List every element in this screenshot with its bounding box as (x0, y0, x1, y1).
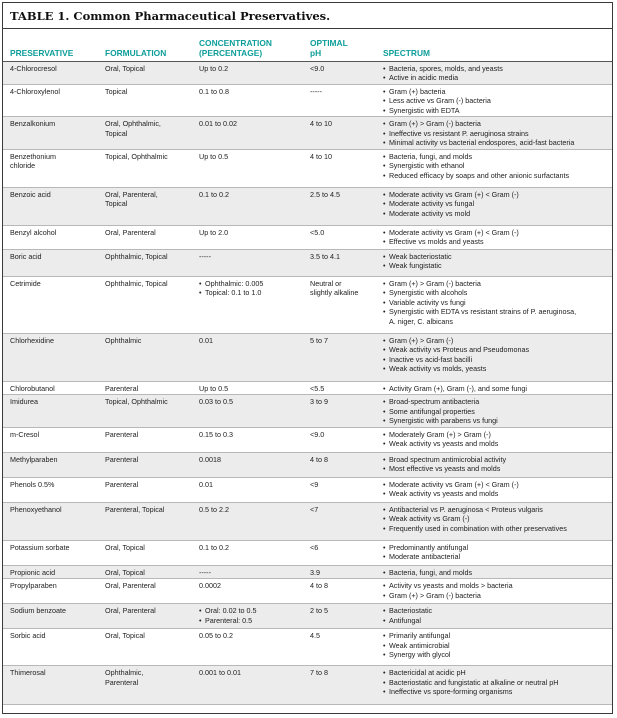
cell-formulation (98, 249, 191, 276)
bullet-item: • Antifungal (383, 616, 609, 626)
cell-text: Sodium benzoate (10, 606, 66, 615)
table-row (3, 540, 612, 565)
cell-preservative (3, 395, 98, 428)
cell-spectrum (373, 427, 612, 452)
cell-text: 0.01 to 0.02 (199, 119, 237, 128)
cell-concentration (191, 477, 298, 502)
cell-spectrum (373, 149, 612, 187)
table-row (3, 333, 612, 381)
bullet-item: • Gram (+) > Gram (-) bacteria (383, 279, 609, 289)
cell-text: 4 to 10 (310, 151, 332, 161)
cell-concentration (191, 452, 298, 477)
cell-text: 2.5 to 4.5 (310, 189, 340, 199)
cell-text: slightly alkaline (310, 288, 359, 297)
cell-preservative (3, 117, 98, 150)
cell-preservative (3, 149, 98, 187)
cell-text: 4.5 (310, 631, 320, 640)
cell-preservative (3, 84, 98, 117)
cell-concentration (191, 84, 298, 117)
bullet-item: • Gram (+) > Gram (-) (383, 336, 609, 346)
cell-text: 3.9 (310, 567, 320, 577)
bullet-item: • Effective vs molds and yeasts (383, 237, 609, 247)
cell-preservative (3, 502, 98, 540)
bullet-item: • Weak activity vs Proteus and Pseudomonas (383, 345, 609, 355)
bullet-item: • Predominantly antifungal (383, 543, 609, 553)
cell-formulation (98, 477, 191, 502)
cell-concentration (191, 502, 298, 540)
header-text: FORMULATION (105, 47, 167, 58)
cell-text: Ophthalmic, (105, 668, 144, 677)
cell-text: Parenteral, Topical (105, 504, 165, 514)
cell-preservative (3, 427, 98, 452)
bullet-item: • Antibacterial vs P. aeruginosa < Proteus vulgaris (383, 505, 609, 515)
cell-text: ----- (199, 251, 211, 261)
bullet-item: • Moderate activity vs Gram (+) < Gram (-) (383, 190, 609, 200)
cell-concentration (191, 276, 298, 333)
table-row (3, 276, 612, 333)
cell-formulation (98, 117, 191, 150)
cell-text: 0.1 to 0.8 (199, 86, 229, 96)
cell-formulation (98, 579, 191, 604)
cell-spectrum (373, 629, 612, 666)
cell-text: <6 (310, 542, 319, 552)
bullet-item: • Moderate activity vs Gram (+) < Gram (-) (383, 228, 609, 238)
cell-text: ----- (199, 567, 211, 577)
cell-text: m-Cresol (10, 429, 40, 439)
bullet-item: • Moderate activity vs fungal (383, 199, 609, 209)
cell-spectrum (373, 381, 612, 395)
table-row (3, 666, 612, 705)
cell-spectrum (373, 666, 612, 705)
cell-concentration (191, 565, 298, 579)
cell-spectrum (373, 333, 612, 381)
cell-text: <9.0 (310, 63, 325, 73)
cell-text: Propylparaben (10, 581, 57, 590)
cell-optimal-ph (298, 477, 373, 502)
cell-concentration (191, 427, 298, 452)
cell-text: 7 to 8 (310, 668, 328, 677)
cell-spectrum (373, 225, 612, 249)
bullet-item: • Most effective vs yeasts and molds (383, 464, 609, 474)
cell-formulation (98, 276, 191, 333)
cell-text: 0.05 to 0.2 (199, 631, 233, 640)
cell-text: Phenoxyethanol (10, 504, 62, 514)
bullet-item: • Activity vs yeasts and molds > bacteria (383, 581, 609, 591)
bullet-item: • Activity Gram (+), Gram (-), and some fungi (383, 384, 609, 394)
cell-text: <5.5 (310, 383, 325, 393)
bullet-item: • Synergistic with parabens vs fungi (383, 416, 609, 426)
cell-text: ----- (310, 86, 322, 96)
cell-text: Up to 0.2 (199, 63, 229, 73)
cell-concentration (191, 540, 298, 565)
cell-text: 4 to 8 (310, 581, 328, 590)
cell-preservative (3, 225, 98, 249)
cell-formulation (98, 187, 191, 225)
cell-concentration (191, 117, 298, 150)
bullet-item: • Gram (+) > Gram (-) bacteria (383, 119, 609, 129)
cell-concentration (191, 579, 298, 604)
cell-preservative (3, 249, 98, 276)
cell-text: A. niger, C. albicans (389, 316, 453, 326)
cell-optimal-ph (298, 187, 373, 225)
cell-text: <7 (310, 504, 319, 514)
table-title: TABLE 1. Common Pharmaceutical Preservatives. (3, 3, 612, 29)
cell-spectrum (373, 117, 612, 150)
bullet-item: • Bactericidal at acidic pH (383, 668, 609, 678)
cell-formulation (98, 540, 191, 565)
cell-text: <9.0 (310, 429, 325, 439)
bullet-item: • Weak activity vs yeasts and molds (383, 489, 609, 499)
cell-spectrum (373, 249, 612, 276)
cell-spectrum (373, 540, 612, 565)
header-text: OPTIMAL (310, 37, 348, 48)
cell-text: 4 to 10 (310, 119, 332, 128)
bullet-item: • Inactive vs acid-fast bacilli (383, 355, 609, 365)
bullet-item: • Moderate antibacterial (383, 552, 609, 562)
cell-text: 0.5 to 2.2 (199, 504, 229, 514)
header-text: CONCENTRATION (199, 37, 272, 48)
bullet-item: • Parenteral: 0.5 (199, 616, 295, 626)
cell-spectrum (373, 276, 612, 333)
table-row (3, 565, 612, 579)
cell-optimal-ph (298, 149, 373, 187)
cell-concentration (191, 249, 298, 276)
cell-concentration (191, 149, 298, 187)
bullet-item: • Synergistic with EDTA (383, 106, 609, 116)
cell-optimal-ph (298, 395, 373, 428)
cell-text: Topical (105, 86, 128, 96)
cell-text: Ophthalmic, Topical (105, 251, 168, 261)
cell-preservative (3, 477, 98, 502)
bullet-item: • Weak activity vs Gram (-) (383, 514, 609, 524)
cell-text: Chlorhexidine (10, 335, 54, 345)
cell-preservative (3, 61, 98, 84)
cell-text: 5 to 7 (310, 335, 328, 345)
table-row (3, 84, 612, 117)
cell-text: 0.1 to 0.2 (199, 542, 229, 552)
cell-formulation (98, 452, 191, 477)
cell-formulation (98, 333, 191, 381)
cell-text: Propionic acid (10, 567, 56, 577)
cell-text: 4-Chloroxylenol (10, 86, 60, 96)
header-text: (PERCENTAGE) (199, 47, 263, 58)
cell-text: Cetrimide (10, 278, 41, 288)
bullet-item: • Ineffective vs spore-forming organisms (383, 687, 609, 697)
table-row (3, 61, 612, 84)
header-optimal-ph (298, 29, 373, 61)
bullet-item: • Topical: 0.1 to 1.0 (199, 288, 295, 298)
cell-text: Ophthalmic (105, 335, 142, 345)
bullet-item: • Moderate activity vs mold (383, 209, 609, 219)
cell-spectrum (373, 395, 612, 428)
header-formulation (98, 29, 191, 61)
bullet-item: • Minimal activity vs bacterial endospores, acid-fast bacteria (383, 138, 609, 148)
bullet-item: • Synergy with glycol (383, 650, 609, 660)
cell-text: Oral, Parenteral (105, 227, 156, 237)
cell-concentration (191, 187, 298, 225)
cell-text: Oral, Parenteral (105, 606, 156, 615)
cell-spectrum (373, 565, 612, 579)
cell-text: 0.0002 (199, 581, 221, 590)
cell-text: Imidurea (10, 397, 38, 406)
bullet-item: • Bacteria, fungi, and molds (383, 152, 609, 162)
bullet-item: • Less active vs Gram (-) bacteria (383, 96, 609, 106)
cell-preservative (3, 604, 98, 629)
cell-text: chloride (10, 161, 36, 170)
cell-text: 0.1 to 0.2 (199, 189, 229, 199)
cell-preservative (3, 452, 98, 477)
cell-text: Parenteral (105, 454, 139, 464)
table-frame (2, 2, 613, 714)
table-row (3, 117, 612, 150)
header-text: PRESERVATIVE (10, 47, 74, 58)
cell-text: Topical, Ophthalmic (105, 151, 168, 161)
cell-text: 0.01 (199, 335, 213, 345)
cell-text: Parenteral (105, 383, 139, 393)
cell-concentration (191, 61, 298, 84)
cell-optimal-ph (298, 61, 373, 84)
cell-text: Chlorobutanol (10, 383, 55, 393)
cell-optimal-ph (298, 629, 373, 666)
cell-text: Oral, Topical (105, 63, 145, 73)
cell-text: 4 to 8 (310, 454, 328, 464)
cell-preservative (3, 565, 98, 579)
bullet-item: • Weak fungistatic (383, 261, 609, 271)
cell-text: 0.01 (199, 479, 213, 489)
cell-formulation (98, 604, 191, 629)
header-row (3, 29, 612, 61)
cell-spectrum (373, 579, 612, 604)
cell-formulation (98, 149, 191, 187)
cell-optimal-ph (298, 502, 373, 540)
cell-optimal-ph (298, 427, 373, 452)
table-row (3, 149, 612, 187)
cell-text: 3 to 9 (310, 397, 328, 406)
cell-text: 4-Chlorocresol (10, 63, 57, 73)
bullet-item: • Broad-spectrum antibacteria (383, 397, 609, 407)
cell-text: Oral, Ophthalmic, (105, 119, 161, 128)
bullet-item: • Gram (+) bacteria (383, 87, 609, 97)
cell-text: 2 to 5 (310, 606, 328, 615)
table-row (3, 187, 612, 225)
bullet-item: • Ineffective vs resistant P. aeruginosa strains (383, 129, 609, 139)
cell-concentration (191, 666, 298, 705)
cell-formulation (98, 502, 191, 540)
cell-text: Oral, Topical (105, 542, 145, 552)
table-row (3, 579, 612, 604)
cell-preservative (3, 666, 98, 705)
table-row (3, 249, 612, 276)
cell-text: 0.001 to 0.01 (199, 668, 241, 677)
cell-text: Potassium sorbate (10, 542, 70, 552)
cell-concentration (191, 225, 298, 249)
header-text: SPECTRUM (383, 47, 430, 58)
cell-spectrum (373, 452, 612, 477)
cell-text: Benzoic acid (10, 189, 51, 199)
table-row (3, 502, 612, 540)
cell-formulation (98, 381, 191, 395)
bullet-item: • Active in acidic media (383, 73, 609, 83)
cell-text: Benzyl alcohol (10, 227, 57, 237)
table-row (3, 395, 612, 428)
table-row (3, 225, 612, 249)
cell-text: Topical, Ophthalmic (105, 397, 168, 406)
bullet-item: • Synergistic with alcohols (383, 288, 609, 298)
cell-text: Neutral or (310, 278, 342, 288)
cell-text: 3.5 to 4.1 (310, 251, 340, 261)
cell-concentration (191, 395, 298, 428)
cell-text: Topical (105, 128, 128, 138)
bullet-item: • Frequently used in combination with other preservatives (383, 524, 609, 534)
cell-text: 0.03 to 0.5 (199, 397, 233, 406)
cell-formulation (98, 395, 191, 428)
cell-optimal-ph (298, 666, 373, 705)
cell-optimal-ph (298, 117, 373, 150)
table-row (3, 427, 612, 452)
cell-text: Topical (105, 199, 128, 208)
cell-optimal-ph (298, 249, 373, 276)
cell-preservative (3, 540, 98, 565)
cell-concentration (191, 381, 298, 395)
bullet-item: • Weak antimicrobial (383, 641, 609, 651)
cell-formulation (98, 666, 191, 705)
cell-text: Methylparaben (10, 454, 58, 464)
cell-optimal-ph (298, 225, 373, 249)
table-row (3, 629, 612, 666)
cell-formulation (98, 427, 191, 452)
bullet-item: • Moderate activity vs Gram (+) < Gram (-) (383, 480, 609, 490)
bullet-item: • Reduced efficacy by soaps and other anionic surfactants (383, 171, 609, 181)
cell-text: Oral, Parenteral (105, 581, 156, 590)
cell-text: Up to 0.5 (199, 151, 229, 161)
bullet-item: • Variable activity vs fungi (383, 298, 609, 308)
cell-spectrum (373, 187, 612, 225)
cell-optimal-ph (298, 84, 373, 117)
cell-text: Oral, Topical (105, 567, 145, 577)
table-row (3, 604, 612, 629)
bullet-item: • Synergistic with ethanol (383, 161, 609, 171)
bullet-item: • Synergistic with EDTA vs resistant strains of P. aeruginosa, (383, 307, 609, 317)
cell-formulation (98, 84, 191, 117)
cell-spectrum (373, 477, 612, 502)
cell-text: Parenteral (105, 677, 139, 687)
cell-preservative (3, 629, 98, 666)
cell-spectrum (373, 502, 612, 540)
cell-text: Thimerosal (10, 668, 46, 677)
bullet-item: • Ophthalmic: 0.005 (199, 279, 295, 289)
bullet-item: • Weak activity vs molds, yeasts (383, 364, 609, 374)
bullet-item: • Oral: 0.02 to 0.5 (199, 606, 295, 616)
cell-text: <5.0 (310, 227, 325, 237)
bullet-item: • Moderately Gram (+) > Gram (-) (383, 430, 609, 440)
table-header (3, 29, 612, 61)
cell-text: Sorbic acid (10, 631, 46, 640)
header-concentration (191, 29, 298, 61)
cell-formulation (98, 61, 191, 84)
header-text: pH (310, 47, 322, 58)
cell-concentration (191, 604, 298, 629)
preservatives-table (3, 29, 612, 705)
header-spectrum (373, 29, 612, 61)
cell-preservative (3, 381, 98, 395)
cell-concentration (191, 629, 298, 666)
cell-preservative (3, 276, 98, 333)
cell-spectrum (373, 61, 612, 84)
cell-optimal-ph (298, 604, 373, 629)
cell-text: Benzethonium (10, 151, 56, 161)
table-row (3, 381, 612, 395)
cell-text: Boric acid (10, 251, 42, 261)
cell-text: Up to 2.0 (199, 227, 229, 237)
bullet-item: • Weak bacteriostatic (383, 252, 609, 262)
cell-optimal-ph (298, 579, 373, 604)
bullet-item: • Bacteriostatic (383, 606, 609, 616)
table-row (3, 452, 612, 477)
cell-spectrum (373, 604, 612, 629)
cell-preservative (3, 579, 98, 604)
cell-text: Phenols 0.5% (10, 479, 55, 489)
cell-concentration (191, 333, 298, 381)
cell-optimal-ph (298, 565, 373, 579)
cell-text: Parenteral (105, 479, 139, 489)
cell-text: Oral, Topical (105, 631, 145, 640)
bullet-item: • Bacteriostatic and fungistatic at alkaline or neutral pH (383, 678, 609, 688)
cell-text: <9 (310, 479, 319, 489)
bullet-item: • Gram (+) > Gram (-) bacteria (383, 591, 609, 601)
cell-optimal-ph (298, 540, 373, 565)
cell-spectrum (373, 84, 612, 117)
header-preservative (3, 29, 98, 61)
table-row (3, 477, 612, 502)
cell-optimal-ph (298, 276, 373, 333)
cell-text: Oral, Parenteral, (105, 189, 158, 199)
cell-text: Ophthalmic, Topical (105, 278, 168, 288)
bullet-item: • Broad spectrum antimicrobial activity (383, 455, 609, 465)
bullet-item: • Bacteria, fungi, and molds (383, 568, 609, 578)
cell-text: Benzalkonium (10, 119, 56, 128)
bullet-item: • Some antifungal properties (383, 407, 609, 417)
cell-optimal-ph (298, 333, 373, 381)
cell-formulation (98, 225, 191, 249)
cell-text: Up to 0.5 (199, 383, 229, 393)
cell-optimal-ph (298, 452, 373, 477)
cell-formulation (98, 565, 191, 579)
cell-formulation (98, 629, 191, 666)
cell-text: 0.15 to 0.3 (199, 429, 233, 439)
cell-optimal-ph (298, 381, 373, 395)
bullet-item: • Bacteria, spores, molds, and yeasts (383, 64, 609, 74)
bullet-item: • Weak activity vs yeasts and molds (383, 439, 609, 449)
cell-text: Parenteral (105, 429, 139, 439)
cell-text: 0.0018 (199, 454, 221, 464)
table-body (3, 61, 612, 705)
cell-preservative (3, 187, 98, 225)
cell-preservative (3, 333, 98, 381)
bullet-item: • Primarily antifungal (383, 631, 609, 641)
